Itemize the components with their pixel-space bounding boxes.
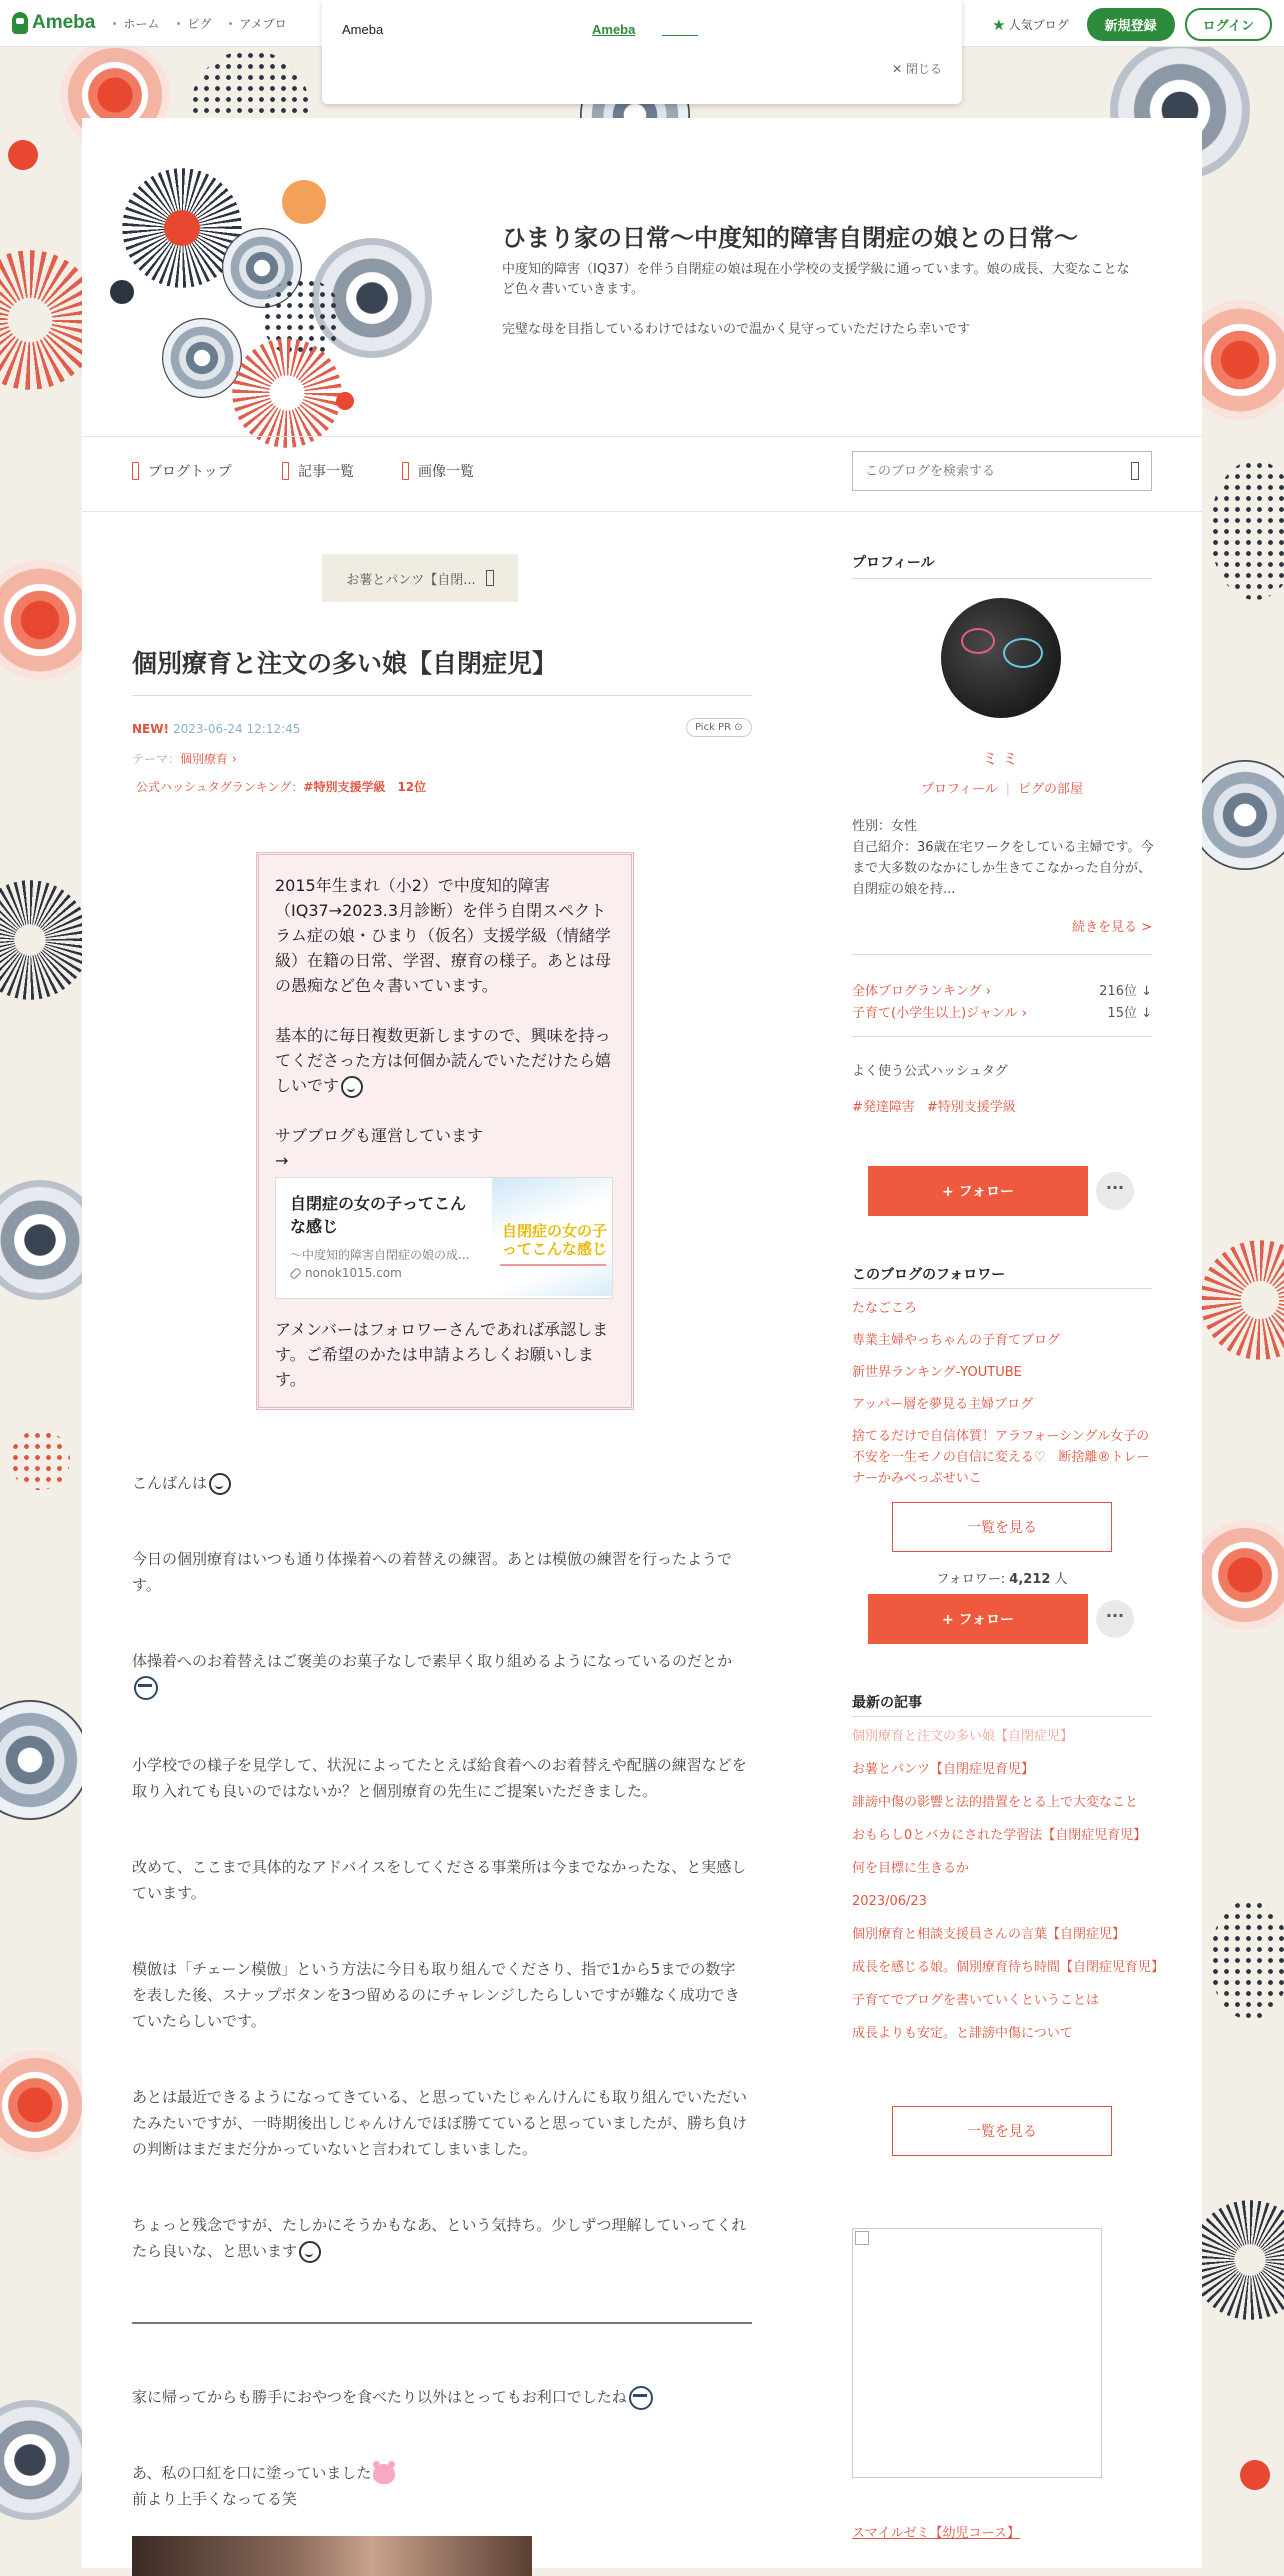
- paragraph: [132, 2212, 748, 2264]
- paragraph: [132, 2460, 748, 2512]
- register-button[interactable]: 新規登録: [1087, 8, 1175, 41]
- menu-article-list[interactable]: [282, 461, 354, 481]
- follower-count-value: 4,212: [1009, 1572, 1051, 1587]
- bullet-icon: [229, 22, 232, 25]
- paragraph: あとは最近できるようになってきている、と思っていたじゃんけんにも取り組んでいただいたみたいですが、一時期後出しじゃんけんでほぼ勝てていると思っていましたが、勝ち負けの判断はまだまだ分かっていないと言われてしまいました。: [132, 2088, 748, 2158]
- menu-article-list-label: 記事一覧: [298, 464, 354, 480]
- paragraph-text: 前より上手くなってる笑: [132, 2490, 298, 2508]
- theme-link[interactable]: 個別療育: [180, 752, 229, 766]
- smirk-icon: [134, 1676, 158, 1700]
- paragraph: 今日の個別療育はいつも通り体操着への着替えの練習。あとは模倣の練習を行ったようです。: [132, 1550, 733, 1594]
- article-title[interactable]: 個別療育と注文の多い娘【自閉症児】: [132, 649, 558, 678]
- nav-ameblo[interactable]: [229, 15, 286, 32]
- blog-search: [852, 451, 1152, 491]
- chevron-right-icon: [486, 570, 494, 586]
- link-card-title: 自閉症の女の子ってこんな感じ: [290, 1194, 467, 1236]
- follower-link[interactable]: 新世界ランキング-YOUTUBE: [852, 1365, 1022, 1380]
- previous-article-button[interactable]: [322, 554, 518, 602]
- smirk-icon: [629, 2386, 653, 2410]
- article-theme: [132, 750, 237, 767]
- paragraph-text: 家に帰ってからも勝手におやつを食べたり以外はとってもお利口でしたね: [132, 2388, 627, 2406]
- recent-articles: [852, 1726, 1165, 2056]
- paragraph: 小学校での様子を見学して、状況によってたとえば給食着へのお着替えや配膳の練習などを取り入れても良いのではないか？と個別療育の先生にご提案いただきました。: [132, 1756, 747, 1800]
- follower-count-unit: 人: [1050, 1572, 1068, 1587]
- header-actions: [992, 8, 1272, 41]
- blog-header: [82, 118, 1202, 436]
- follow-button[interactable]: + フォロー: [868, 1166, 1088, 1216]
- bear-icon: [373, 2464, 395, 2484]
- ranking-overall-label: 全体ブログランキング: [852, 984, 982, 999]
- followers-heading: このブログのフォロワー: [852, 1267, 1006, 1283]
- recent-article-link[interactable]: 何を目標に生きるか: [852, 1861, 970, 1876]
- profile-link[interactable]: プロフィール: [920, 782, 998, 797]
- popular-blog-link[interactable]: [992, 16, 1068, 34]
- intro-sub: サブブログも運営しています →: [275, 1126, 484, 1170]
- follow-button-secondary[interactable]: + フォロー: [868, 1594, 1088, 1644]
- bullet-icon: [177, 22, 180, 25]
- paragraph: 模倣は「チェーン模倣」という方法に今日も取り組んでくださり、指で1から5までの数字を表した後、スナップボタンを3つ留めるのにチャレンジしたらしいですが難なく成功できていたらしいです。: [132, 1960, 740, 2030]
- hashtag-divider: [852, 1036, 1152, 1037]
- ranking-link[interactable]: #特別支援学級 12位: [303, 780, 427, 794]
- profile-name[interactable]: ミミ: [981, 749, 1022, 768]
- chevron-right-icon: ›: [1017, 1006, 1027, 1021]
- recent-article-link[interactable]: 子育てでブログを書いていくということは: [852, 1993, 1100, 2008]
- follower-link[interactable]: 専業主婦やっちゃんの子育てブログ: [852, 1333, 1061, 1348]
- recent-article-link[interactable]: おもらし0とバカにされた学習法【自閉症児育児】: [852, 1828, 1147, 1843]
- home-icon: [132, 462, 139, 480]
- thumbnail-text: 自閉症の女の子ってこんな感じ: [502, 1222, 608, 1258]
- popular-blog-label: 人気ブログ: [1008, 18, 1069, 32]
- chevron-right-icon: ›: [228, 752, 237, 766]
- follower-link[interactable]: アッパー層を夢見る主婦ブログ: [852, 1397, 1034, 1412]
- follower-link[interactable]: 捨てるだけで自信体質！アラフォーシングル女子の不安を一生モノの自信に変える♡ 断捨離®トレーナーかみべっぷせいこ: [852, 1429, 1150, 1486]
- blog-search-input[interactable]: [853, 452, 1117, 490]
- article-date-text: 2023-06-24 12:12:45: [172, 722, 301, 736]
- profile-heading: プロフィール: [852, 555, 935, 571]
- more-options-button-secondary[interactable]: ···: [1096, 1600, 1134, 1638]
- hashtag-ranking: [136, 778, 426, 795]
- profile-info: 性別：女性 自己紹介：36歳在宅ワークをしている主婦です。今まで大多数のなかにしか生きてこなかった自分が、自閉症の娘を持...: [852, 819, 1154, 897]
- ranking-overall[interactable]: [852, 980, 1152, 999]
- ameba-logo[interactable]: [12, 12, 95, 34]
- broken-image-icon: [855, 2231, 869, 2245]
- recent-heading: 最新の記事: [852, 1695, 922, 1711]
- nav-ameblo-label: アメブロ: [239, 16, 287, 31]
- recent-divider: [852, 1716, 1152, 1717]
- smile-icon: [341, 1076, 363, 1098]
- article-photo[interactable]: [132, 2536, 532, 2576]
- popup-close-button[interactable]: ✕ 閉じる: [892, 62, 942, 76]
- paragraph: [132, 2384, 748, 2410]
- recent-article-link[interactable]: 個別療育と相談支援員さんの言葉【自閉症児】: [852, 1927, 1126, 1942]
- previous-article-label: お薯とパンツ【自閉...: [346, 572, 476, 588]
- link-card[interactable]: [275, 1177, 613, 1299]
- star-icon: ★: [992, 15, 1006, 34]
- hashtag-link[interactable]: #特別支援学級: [926, 1100, 1016, 1115]
- bullet-icon: [113, 22, 116, 25]
- link-separator: |: [1005, 782, 1011, 797]
- article-date: [132, 722, 300, 736]
- menu-image-list[interactable]: [402, 461, 474, 481]
- search-icon[interactable]: [1131, 462, 1139, 480]
- ranking-genre[interactable]: [852, 1002, 1152, 1021]
- ranking-genre-value: 15位 ↓: [1107, 1006, 1152, 1021]
- recent-article-link[interactable]: お薯とパンツ【自閉症児育児】: [852, 1762, 1035, 1777]
- section-divider: [132, 2322, 752, 2324]
- blog-description: 中度知的障害（IQ37）を伴う自閉症の娘は現在小学校の支援学級に通っています。娘の成長、大変なことなど色々書いていきます。 完璧な母を目指しているわけではないので温かく見守っていただけたら幸いです: [502, 262, 1130, 337]
- paragraph-text: 体操着へのお着替えはご褒美のお菓子なしで素早く取り組めるようになっているのだとか: [132, 1652, 733, 1670]
- recent-article-link[interactable]: 誹謗中傷の影響と法的措置をとる上で大変なこと: [852, 1795, 1139, 1810]
- menu-image-list-label: 画像一覧: [418, 464, 474, 480]
- paragraph-text: あ、私の口紅を口に塗っていました: [132, 2464, 372, 2482]
- paragraph: 改めて、ここまで具体的なアドバイスをしてくださる事業所は今までなかったな、と実感しています。: [132, 1858, 747, 1902]
- menu-blog-top[interactable]: [132, 461, 232, 481]
- intro-box: [256, 852, 634, 1410]
- follower-list: [852, 1298, 1162, 1500]
- menu-blog-top-label: ブログトップ: [148, 464, 232, 480]
- nav-home-label: ホーム: [123, 16, 160, 31]
- thumbnail-underline: [500, 1264, 606, 1266]
- blog-title[interactable]: ひまり家の日常〜中度知的障害自閉症の娘との日常〜: [502, 224, 1078, 252]
- list-icon: [282, 462, 289, 480]
- more-options-button[interactable]: ···: [1096, 1172, 1134, 1210]
- intro-footer: アメンバーはフォロワーさんであれば承認します。ご希望のかたは申請よろしくお願いします。: [275, 1320, 609, 1389]
- popup-link[interactable]: Ameba: [592, 22, 636, 37]
- new-badge: NEW!: [132, 722, 169, 736]
- followers-divider: [852, 1288, 1152, 1289]
- hashtag-list: [852, 1096, 1028, 1115]
- hashtag-link[interactable]: #発達障害: [852, 1100, 915, 1115]
- theme-label: テーマ：: [132, 752, 181, 766]
- ad-popup: [322, 0, 962, 104]
- recent-article-link[interactable]: 個別療育と注文の多い娘【自閉症児】: [852, 1729, 1074, 1744]
- paragraph-text: こんばんは: [132, 1474, 208, 1492]
- smile-icon: [209, 1473, 231, 1495]
- follower-count: [852, 1568, 1152, 1587]
- login-button[interactable]: ログイン: [1185, 8, 1272, 41]
- image-icon: [402, 462, 409, 480]
- ranking-overall-value: 216位 ↓: [1099, 984, 1152, 999]
- read-more-link[interactable]: 続きを見る >: [1071, 920, 1152, 935]
- follower-link[interactable]: たなごころ: [852, 1301, 918, 1316]
- link-card-url-text: nonok1015.com: [305, 1266, 402, 1280]
- ad-image[interactable]: [852, 2228, 1102, 2478]
- blog-menu: [82, 436, 1202, 512]
- nav-pigg-label: ピグ: [187, 16, 212, 31]
- pickpr-badge[interactable]: Pick PR ⊙: [686, 718, 752, 737]
- link-card-description: 〜中度知的障害自閉症の娘の成...: [290, 1248, 470, 1262]
- avatar[interactable]: [941, 598, 1061, 718]
- ranking-label: 公式ハッシュタグランキング：: [136, 780, 304, 794]
- intro-body: 2015年生まれ（小2）で中度知的障害（IQ37→2023.3月診断）を伴う自閉スペクトラム症の娘・ひまり（仮名）支援学級（情緒学級）在籍の日常、学習、療育の様子。あとは母の愚痴など色々書いています。 基本的に毎日複数更新しますので、興味を持ってくださった方は何個か読んでいただけたら嬉しいです: [275, 876, 612, 1095]
- follower-count-label: フォロワー:: [936, 1572, 1010, 1587]
- intro-text: [275, 873, 619, 1173]
- paragraph-text: ちょっと残念ですが、たしかにそうかもなあ、という気持ち。少しずつ理解していってくれたら良いな、と思います: [132, 2216, 747, 2260]
- see-all-articles-button[interactable]: 一覧を見る: [892, 2106, 1112, 2156]
- paragraph-greeting: [132, 1470, 748, 1496]
- nav-pigg[interactable]: [177, 15, 211, 32]
- popup-title: Ameba: [342, 22, 384, 37]
- ameba-logo-text: Ameba: [32, 12, 96, 33]
- recent-date-link[interactable]: 2023/06/23: [852, 1894, 927, 1909]
- paragraph: [132, 1648, 748, 1700]
- ranking-genre-label: 子育て(小学生以上)ジャンル: [852, 1006, 1018, 1021]
- recent-article-link[interactable]: 成長を感じる娘。個別療育待ち時間【自閉症児育児】: [852, 1960, 1165, 1975]
- smile-icon: [299, 2241, 321, 2263]
- pig-room-link[interactable]: ピグの部屋: [1018, 782, 1084, 797]
- profile-links: [852, 778, 1152, 797]
- ranking-divider: [852, 954, 1152, 955]
- popup-underline: [662, 35, 698, 36]
- recent-article-link[interactable]: 成長よりも安定。と誹謗中傷について: [852, 2026, 1073, 2041]
- link-card-url: [290, 1266, 402, 1280]
- header-illustration: [112, 168, 512, 428]
- chevron-right-icon: ›: [981, 984, 991, 999]
- nav-home[interactable]: [113, 15, 159, 32]
- link-icon: [289, 1267, 302, 1280]
- profile-divider: [852, 578, 1152, 579]
- hashtag-heading: よく使う公式ハッシュタグ: [852, 1064, 1008, 1079]
- ameba-logo-icon: [12, 12, 28, 34]
- link-card-thumbnail: [492, 1178, 612, 1296]
- ad-link[interactable]: スマイルゼミ【幼児コース】: [852, 2526, 1020, 2541]
- see-all-followers-button[interactable]: 一覧を見る: [892, 1502, 1112, 1552]
- title-divider: [132, 695, 752, 696]
